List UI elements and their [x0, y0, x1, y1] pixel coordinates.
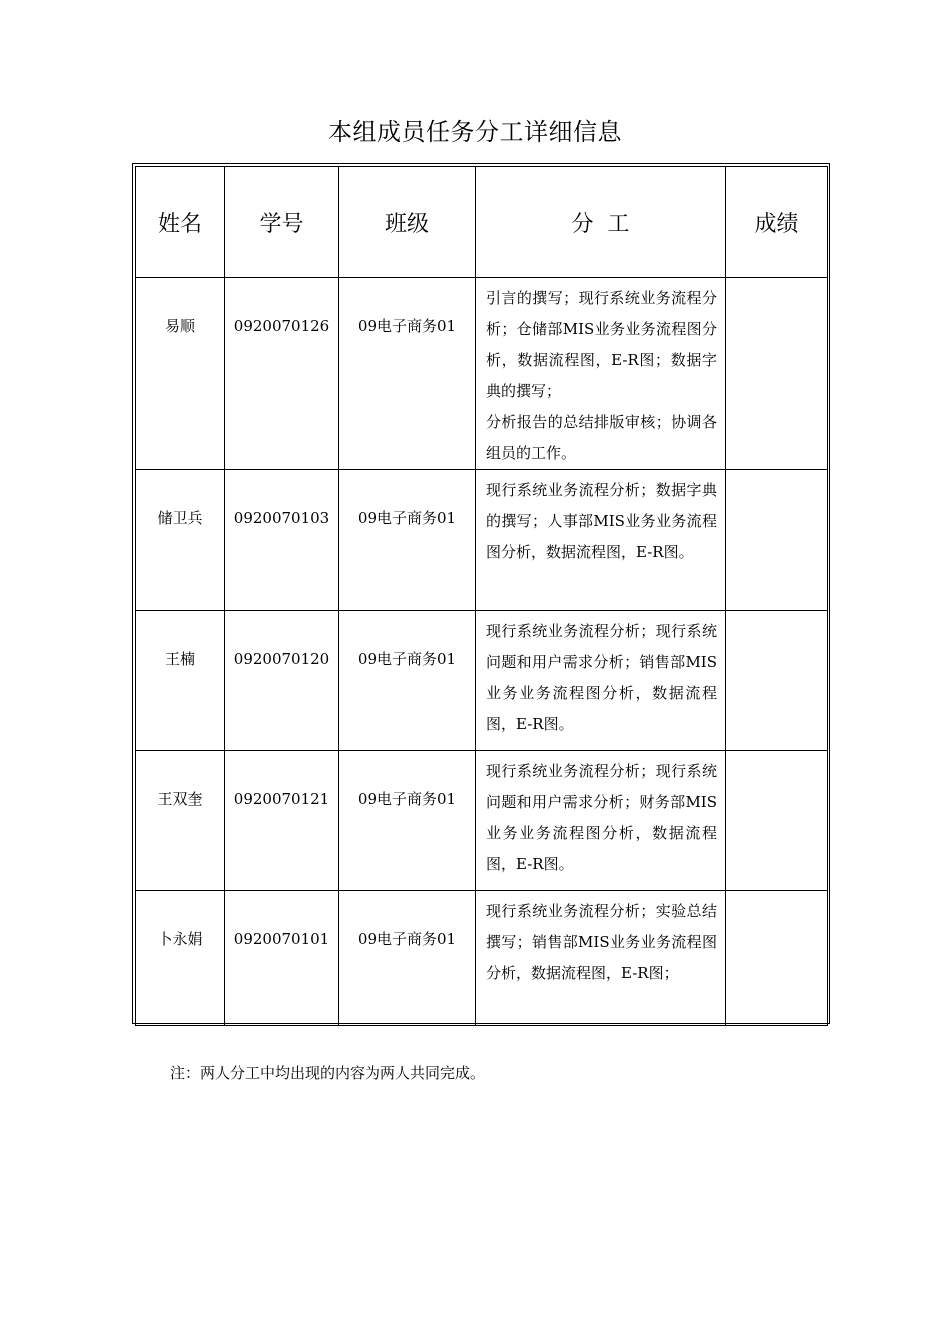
table-row [136, 751, 828, 891]
table-row [136, 278, 828, 470]
table-row [136, 470, 828, 611]
member-grade [726, 891, 828, 1026]
member-name: 储卫兵 [136, 470, 225, 611]
member-grade [726, 470, 828, 611]
member-student-id: 0920070121 [225, 751, 339, 891]
member-class: 09电子商务01 [339, 611, 476, 751]
member-class: 09电子商务01 [339, 278, 476, 470]
member-class: 09电子商务01 [339, 470, 476, 611]
member-work-text: 现行系统业务流程分析；现行系统问题和用户需求分析；财务部MIS业务业务流程图分析，数据流程图，E-R图。 [486, 762, 717, 873]
member-grade [726, 611, 828, 751]
header-grade: 成绩 [726, 167, 828, 278]
member-class: 09电子商务01 [339, 891, 476, 1026]
header-work: 分 工 [476, 167, 726, 278]
member-work [476, 611, 726, 751]
header-student-id: 学号 [225, 167, 339, 278]
member-work [476, 751, 726, 891]
member-grade [726, 278, 828, 470]
header-class: 班级 [339, 167, 476, 278]
member-work-text: 现行系统业务流程分析；数据字典的撰写；人事部MIS业务业务流程图分析，数据流程图，E-R图。 [486, 481, 717, 561]
document-note: 注：两人分工中均出现的内容为两人共同完成。 [170, 1064, 486, 1082]
member-student-id: 0920070126 [225, 278, 339, 470]
member-work [476, 278, 726, 470]
table-row [136, 611, 828, 751]
member-name: 王双奎 [136, 751, 225, 891]
document-title: 本组成员任务分工详细信息 [328, 118, 622, 146]
member-work-text: 引言的撰写；现行系统业务流程分析；仓储部MIS业务业务流程图分析，数据流程图，E-R图；数据字典的撰写； [486, 289, 717, 400]
member-student-id: 0920070103 [225, 470, 339, 611]
member-name: 易顺 [136, 278, 225, 470]
member-work-text: 现行系统业务流程分析；实验总结撰写；销售部MIS业务业务流程图分析，数据流程图，E-R图； [486, 902, 717, 982]
member-work-extra: 分析报告的总结排版审核；协调各组员的工作。 [486, 413, 717, 462]
member-student-id: 0920070120 [225, 611, 339, 751]
member-work [476, 470, 726, 611]
member-student-id: 0920070101 [225, 891, 339, 1026]
table-header-row [136, 167, 828, 278]
member-work-text: 现行系统业务流程分析；现行系统问题和用户需求分析；销售部MIS业务业务流程图分析，数据流程图，E-R图。 [486, 622, 717, 733]
task-assignment-table [135, 166, 828, 1026]
member-name: 卜永娟 [136, 891, 225, 1026]
member-name: 王楠 [136, 611, 225, 751]
member-work [476, 891, 726, 1026]
member-class: 09电子商务01 [339, 751, 476, 891]
table-row [136, 891, 828, 1026]
task-table-frame [132, 163, 830, 1024]
member-grade [726, 751, 828, 891]
header-name: 姓名 [136, 167, 225, 278]
